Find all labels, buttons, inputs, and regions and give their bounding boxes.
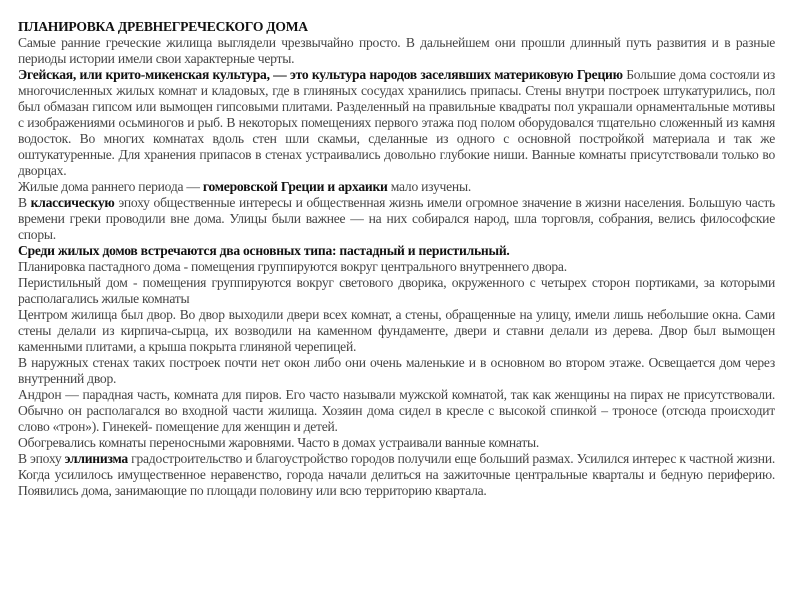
text: Андрон — парадная часть, комната для пиров. Его часто называли мужской комнатой, так как женщины на пирах не присутствовали. Обычно он располагался во входной части жилища. Хозяин дома сидел в кресле с высокой спинкой – троносе (отсюда происходит слово «трон»). Гинекей- помещение для женщин и детей.	[18, 387, 775, 434]
paragraphs	[18, 35, 775, 499]
text: Большие дома состояли из многочисленных жилых комнат и кладовых, где в глиняных сосудах хранились припасы. Стены внутри построек штукатурились, пол был обмазан гипсом или вымощен гипсовыми плитами. Разделенный на правильные квадраты пол украшали орнаментальные мотивы с изображениями осьминогов и рыб. В некоторых помещениях первого этажа под полом оборудовался тщательно сложенный из камня водосток. Во многих комнатах вдоль стен шли скамьи, сделанные из одного с основной постройкой материала и так же оштукатуренные. Для хранения припасов в стенах устраивались довольно глубокие ниши. Ванные комнаты присутствовали только во дворцах.	[18, 67, 775, 178]
text: градостроительство и благоустройство городов получили еще больший размах. Усилился интерес к частной жизни. Когда усилилось имущественное неравенство, города начали делиться на зажиточные центральные кварталы и бедную периферию. Появились дома, занимающие по площади половину или всю территорию квартала.	[18, 451, 776, 498]
text: Обогревались комнаты переносными жаровнями. Часто в домах устраивали ванные комнаты.	[18, 435, 540, 450]
paragraph	[18, 387, 775, 435]
paragraph	[18, 179, 775, 195]
text: Перистильный дом - помещения группируются вокруг светового дворика, окруженного с четырех сторон портиками, за которыми располагались жилые комнаты	[18, 275, 775, 306]
bold-text: классическую	[30, 195, 115, 210]
bold-text: эллинизма	[64, 451, 128, 466]
paragraph	[18, 307, 775, 355]
paragraph	[18, 355, 775, 387]
text: Центром жилища был двор. Во двор выходили двери всех комнат, а стены, обращенные на улицу, имели лишь небольшие окна. Сами стены делали из кирпича-сырца, их возводили на каменном фундаменте, двери и ставни делали из дерева. Двор был вымощен каменными плитами, а крыша покрыта глиняной черепицей.	[18, 307, 775, 354]
text: В	[18, 195, 31, 210]
bold-text: гомеровской Греции и архаики	[202, 179, 388, 194]
paragraph	[18, 451, 775, 499]
bold-text: Среди жилых домов встречаются два основных типа: пастадный и перистильный.	[18, 243, 510, 258]
paragraph	[18, 259, 775, 275]
document-body	[18, 19, 775, 499]
document-title: ПЛАНИРОВКА ДРЕВНЕГРЕЧЕСКОГО ДОМА	[18, 19, 308, 34]
text: Самые ранние греческие жилища выглядели чрезвычайно просто. В дальнейшем они прошли длинный путь развития и в разные периоды истории имели свои характерные черты.	[18, 35, 775, 66]
text: мало изучены.	[387, 179, 471, 194]
paragraph	[18, 243, 775, 259]
paragraph	[18, 275, 775, 307]
paragraph	[18, 67, 775, 179]
paragraph	[18, 195, 775, 243]
text: В эпоху	[18, 451, 65, 466]
text: эпоху общественные интересы и общественная жизнь имели огромное значение в жизни населения. Большую часть времени греки проводили вне дома. Улицы были важнее — на них собирался народ, шла торговля, собрания, велись философские споры.	[18, 195, 775, 242]
bold-text: Эгейская, или крито-микенская культура, — это культура народов заселявших материковую Грецию	[18, 67, 623, 82]
text: Жилые дома раннего периода —	[18, 179, 203, 194]
text: В наружных стенах таких построек почти нет окон либо они очень маленькие и в основном во втором этаже. Освещается дом через внутренний двор.	[18, 355, 775, 386]
paragraph	[18, 435, 775, 451]
paragraph	[18, 35, 775, 67]
text: Планировка пастадного дома - помещения группируются вокруг центрального внутреннего двора.	[18, 259, 567, 274]
